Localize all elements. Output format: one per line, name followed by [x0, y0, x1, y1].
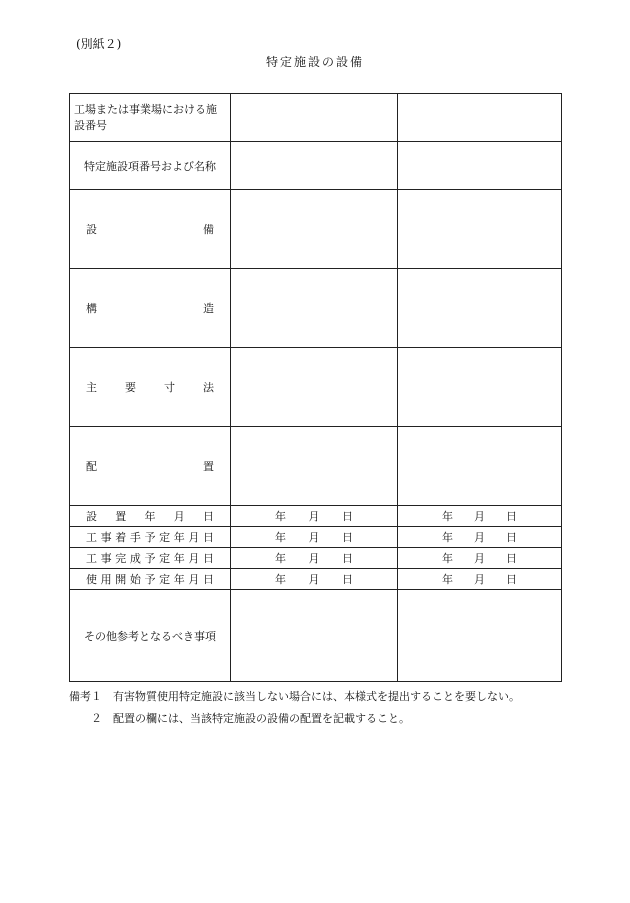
spread-work-complete-date: 工 事 完 成 予 定 年 月 日 — [86, 552, 214, 565]
row-work-complete-date — [70, 548, 562, 569]
label-other-notes: その他参考となるべき事項 — [70, 590, 231, 682]
label-facility-number: 工場または事業場における施設番号 — [70, 94, 231, 142]
facility-equipment-table — [69, 93, 562, 682]
spread-structure: 構 造 — [86, 302, 214, 315]
label-work-complete-date — [70, 548, 231, 569]
label-facility-item: 特定施設項番号および名称 — [70, 142, 231, 190]
form-title: 特定施設の設備 — [265, 55, 364, 69]
cell-install-date-1[interactable]: 年 月 日 — [231, 506, 398, 527]
cell-structure-2[interactable] — [398, 269, 562, 348]
remark-2-text: 配置の欄には、当該特定施設の設備の配置を記載すること。 — [113, 712, 410, 725]
row-other-notes — [70, 590, 562, 682]
cell-dimensions-1[interactable] — [231, 348, 398, 427]
row-facility-item — [70, 142, 562, 190]
label-install-date — [70, 506, 231, 527]
remark-2-key: ２ — [91, 712, 102, 725]
cell-facility-number-1[interactable] — [231, 94, 398, 142]
cell-structure-1[interactable] — [231, 269, 398, 348]
cell-dimensions-2[interactable] — [398, 348, 562, 427]
label-equipment — [70, 190, 231, 269]
cell-equipment-1[interactable] — [231, 190, 398, 269]
label-structure — [70, 269, 231, 348]
cell-work-start-date-1[interactable]: 年 月 日 — [231, 527, 398, 548]
row-install-date — [70, 506, 562, 527]
remark-1-key: 備考１ — [69, 690, 102, 703]
cell-use-start-date-2[interactable]: 年 月 日 — [398, 569, 562, 590]
cell-work-start-date-2[interactable]: 年 月 日 — [398, 527, 562, 548]
cell-layout-2[interactable] — [398, 427, 562, 506]
row-use-start-date — [70, 569, 562, 590]
spread-work-start-date: 工 事 着 手 予 定 年 月 日 — [86, 531, 214, 544]
spread-install-date: 設 置 年 月 日 — [86, 510, 214, 523]
cell-facility-number-2[interactable] — [398, 94, 562, 142]
cell-layout-1[interactable] — [231, 427, 398, 506]
cell-install-date-2[interactable]: 年 月 日 — [398, 506, 562, 527]
annex-label: (別紙２) — [76, 37, 122, 51]
label-use-start-date — [70, 569, 231, 590]
label-layout — [70, 427, 231, 506]
row-dimensions — [70, 348, 562, 427]
spread-dimensions: 主 要 寸 法 — [86, 381, 214, 394]
cell-use-start-date-1[interactable]: 年 月 日 — [231, 569, 398, 590]
remark-2 — [69, 708, 520, 730]
cell-other-notes-2[interactable] — [398, 590, 562, 682]
spread-use-start-date: 使 用 開 始 予 定 年 月 日 — [86, 573, 214, 586]
cell-work-complete-date-2[interactable]: 年 月 日 — [398, 548, 562, 569]
row-facility-number — [70, 94, 562, 142]
remarks — [69, 686, 520, 730]
cell-facility-item-2[interactable] — [398, 142, 562, 190]
label-dimensions — [70, 348, 231, 427]
cell-other-notes-1[interactable] — [231, 590, 398, 682]
spread-layout: 配 置 — [86, 460, 214, 473]
row-equipment — [70, 190, 562, 269]
remark-1-text: 有害物質使用特定施設に該当しない場合には、本様式を提出することを要しない。 — [113, 690, 520, 703]
cell-work-complete-date-1[interactable]: 年 月 日 — [231, 548, 398, 569]
spread-equipment: 設 備 — [86, 223, 214, 236]
row-layout — [70, 427, 562, 506]
label-work-start-date — [70, 527, 231, 548]
cell-facility-item-1[interactable] — [231, 142, 398, 190]
row-structure — [70, 269, 562, 348]
cell-equipment-2[interactable] — [398, 190, 562, 269]
remark-1 — [69, 686, 520, 708]
row-work-start-date — [70, 527, 562, 548]
